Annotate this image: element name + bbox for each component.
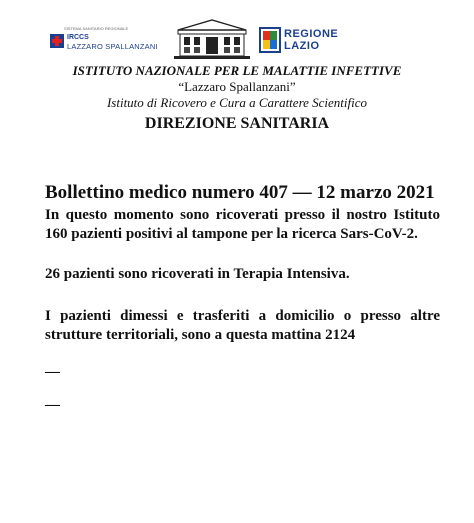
irccs-label: IRCCS bbox=[67, 34, 89, 41]
logo-bar bbox=[0, 14, 474, 64]
institute-dedication: “Lazzaro Spallanzani” bbox=[178, 79, 296, 94]
bulletin-title: Bollettino medico numero 407 — 12 marzo 2021 bbox=[45, 182, 435, 203]
department-title: DIREZIONE SANITARIA bbox=[144, 115, 330, 132]
bulletin-paragraph-icu: 26 pazienti sono ricoverati in Terapia Intensiva. bbox=[45, 266, 350, 282]
letterhead bbox=[0, 63, 474, 134]
separator-line: __ bbox=[45, 359, 60, 375]
separator-line: __ bbox=[45, 392, 60, 408]
bulletin-paragraph-discharged: I pazienti dimessi e trasferiti a domicilio o presso altre strutture territoriali, sono a questa mattina 2124 bbox=[45, 308, 440, 343]
spallanzani-logo bbox=[50, 26, 160, 60]
region-name-line2: LAZIO bbox=[284, 40, 320, 52]
lazio-emblem-icon bbox=[258, 26, 282, 56]
institute-name: ISTITUTO NAZIONALE PER LE MALATTIE INFETTIVE bbox=[72, 63, 402, 78]
irccs-name: LAZZARO SPALLANZANI bbox=[67, 42, 158, 51]
red-cross-icon bbox=[50, 34, 64, 48]
bulletin-paragraph-hospitalized: In questo momento sono ricoverati presso il nostro Istituto 160 pazienti positivi al tampone per la ricerca Sars-CoV-2. bbox=[45, 207, 440, 242]
region-name-line1: REGIONE bbox=[284, 28, 339, 40]
regione-lazio-logo bbox=[258, 24, 358, 64]
institute-building-icon bbox=[172, 16, 252, 60]
institute-subtitle: Istituto di Ricovero e Cura a Carattere Scientifico bbox=[106, 95, 368, 110]
irccs-tagline: SISTEMA SANITARIO REGIONALE bbox=[64, 26, 129, 31]
bulletin-body bbox=[45, 181, 440, 410]
